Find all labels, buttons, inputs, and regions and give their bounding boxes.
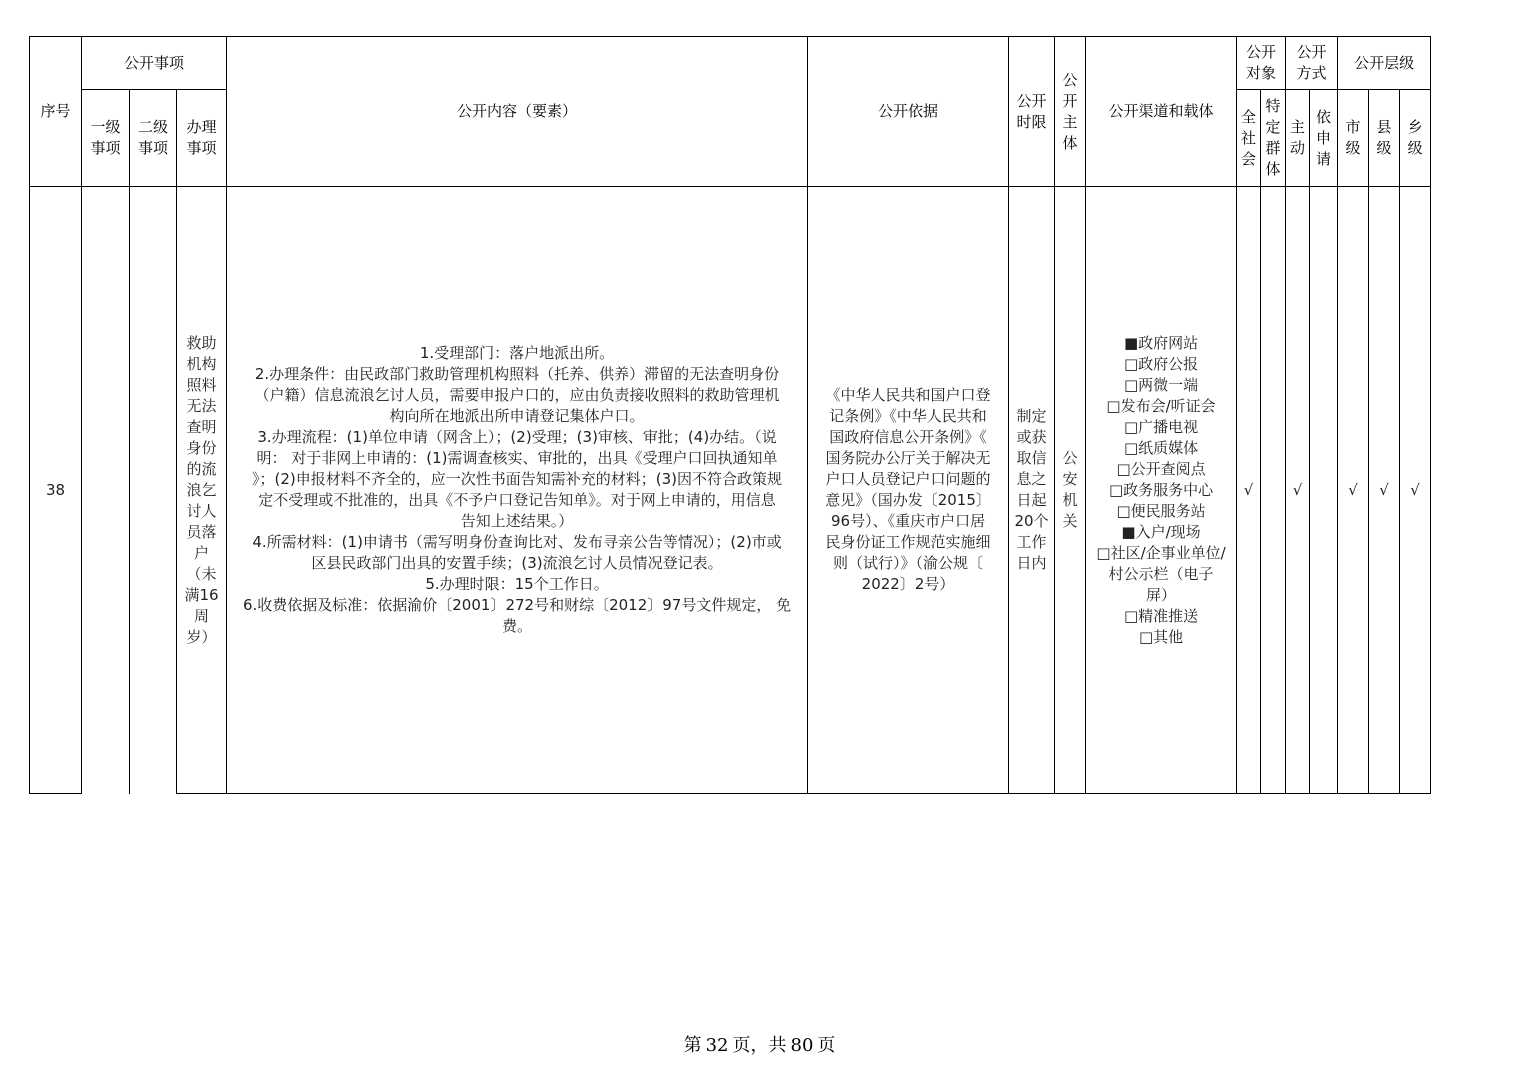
- mark-method-apply: [1310, 187, 1338, 794]
- disclosure-table: [29, 36, 1431, 794]
- row-channels: [1086, 187, 1237, 794]
- header-target-all: 全 社 会: [1237, 90, 1261, 187]
- mark-target-specific: [1261, 187, 1286, 794]
- header-method-apply: 依 申 请: [1310, 90, 1338, 187]
- header-time-limit: 公开 时限: [1009, 37, 1055, 187]
- channel-item: □两微一端: [1123, 375, 1199, 394]
- channel-item: □政府公报: [1123, 354, 1199, 373]
- header-target-group: 公开 对象: [1237, 37, 1286, 90]
- row-seq: 38: [30, 187, 82, 794]
- channel-item: □社区/企事业单位/: [1096, 543, 1226, 562]
- header-seq: 序号: [30, 37, 82, 187]
- header-level1: 一级 事项: [82, 90, 130, 187]
- row-content: 1.受理部门：落户地派出所。 2.办理条件：由民政部门救助管理机构照料（托养、供养）滞留的无法查明身份 （户籍）信息流浪乞讨人员，需要申报户口的，应由负责接收照料的救助管理机 构向所在地派出所申请登记集体户口。 3.办理流程：(1)单位申请（网含上）；(2)受理；(3)审核、审批；(4)办结。（说 明： 对于非网上申请的：(1)需调查核实、审批的，出具《受理户口回执通知单 》；(2)申报材料不齐全的，应一次性书面告知需补充的材料；(3)因不符合政策规 定不受理或不批准的，出具《不予户口登记告知单》。对于网上申请的，用信息 告知上述结果。） 4.所需材料：(1)申请书（需写明身份查询比对、发布寻亲公告等情况）；(2)市或 区县民政部门出具的安置手续；(3)流浪乞讨人员情况登记表。 5.办理时限：15个工作日。 6.收费依据及标准：依据渝价〔2001〕272号和财综〔2012〕97号文件规定， 免 费。: [227, 187, 808, 794]
- header-handle: 办理 事项: [177, 90, 227, 187]
- channel-item: □广播电视: [1123, 417, 1199, 436]
- header-channels: 公开渠道和载体: [1086, 37, 1237, 187]
- channel-item: 屏）: [1146, 585, 1177, 604]
- channel-item: 村公示栏（电子: [1108, 564, 1214, 583]
- header-basis: 公开依据: [808, 37, 1009, 187]
- mark-target-all: √: [1237, 187, 1261, 794]
- header-level-group: 公开层级: [1338, 37, 1431, 90]
- page-current: 32: [705, 1035, 729, 1056]
- table-row: [30, 187, 1431, 794]
- header-content: 公开内容（要素）: [227, 37, 808, 187]
- header-row-1: [30, 37, 1431, 90]
- mark-level-town: √: [1400, 187, 1431, 794]
- row-level1: [82, 187, 130, 794]
- header-method-active: 主 动: [1286, 90, 1310, 187]
- header-level2: 二级 事项: [130, 90, 177, 187]
- row-time-limit: 制定 或获 取信 息之 日起 20个 工作 日内: [1009, 187, 1055, 794]
- header-subject: 公 开 主 体: [1055, 37, 1086, 187]
- channel-item: □纸质媒体: [1123, 438, 1199, 457]
- header-level-city: 市 级: [1338, 90, 1369, 187]
- mark-level-city: √: [1338, 187, 1369, 794]
- channel-item: □其他: [1138, 627, 1184, 646]
- row-basis: 《中华人民共和国户口登 记条例》《中华人民共和 国政府信息公开条例》《 国务院办公厅关于解决无 户口人员登记户口问题的 意见》（国办发〔2015〕 96号）、《重庆市户口居 民身份证工作规范实施细 则（试行）》（渝公规〔 2022〕2号）: [808, 187, 1009, 794]
- channel-item: ■政府网站: [1123, 333, 1199, 352]
- header-method-group: 公开 方式: [1286, 37, 1338, 90]
- channel-item: ■入户/现场: [1121, 522, 1201, 541]
- channel-item: □公开查阅点: [1116, 459, 1206, 478]
- row-subject: 公 安 机 关: [1055, 187, 1086, 794]
- channel-item: □政务服务中心: [1108, 480, 1214, 499]
- row-level2: [130, 187, 177, 794]
- page-total: 80: [790, 1035, 814, 1056]
- page-number: 第 32 页，共 80 页: [683, 1035, 836, 1056]
- mark-level-county: √: [1369, 187, 1400, 794]
- channel-item: □精准推送: [1123, 606, 1199, 625]
- header-matter-group: 公开事项: [82, 37, 227, 90]
- channel-item: □发布会/听证会: [1106, 396, 1216, 415]
- header-level-town: 乡 级: [1400, 90, 1431, 187]
- header-target-specific: 特 定 群 体: [1261, 90, 1286, 187]
- header-level-county: 县 级: [1369, 90, 1400, 187]
- mark-method-active: √: [1286, 187, 1310, 794]
- row-handle: 救助 机构 照料 无法 查明 身份 的流 浪乞 讨人 员落 户 （未 满16 周 岁）: [177, 187, 227, 794]
- channel-item: □便民服务站: [1116, 501, 1206, 520]
